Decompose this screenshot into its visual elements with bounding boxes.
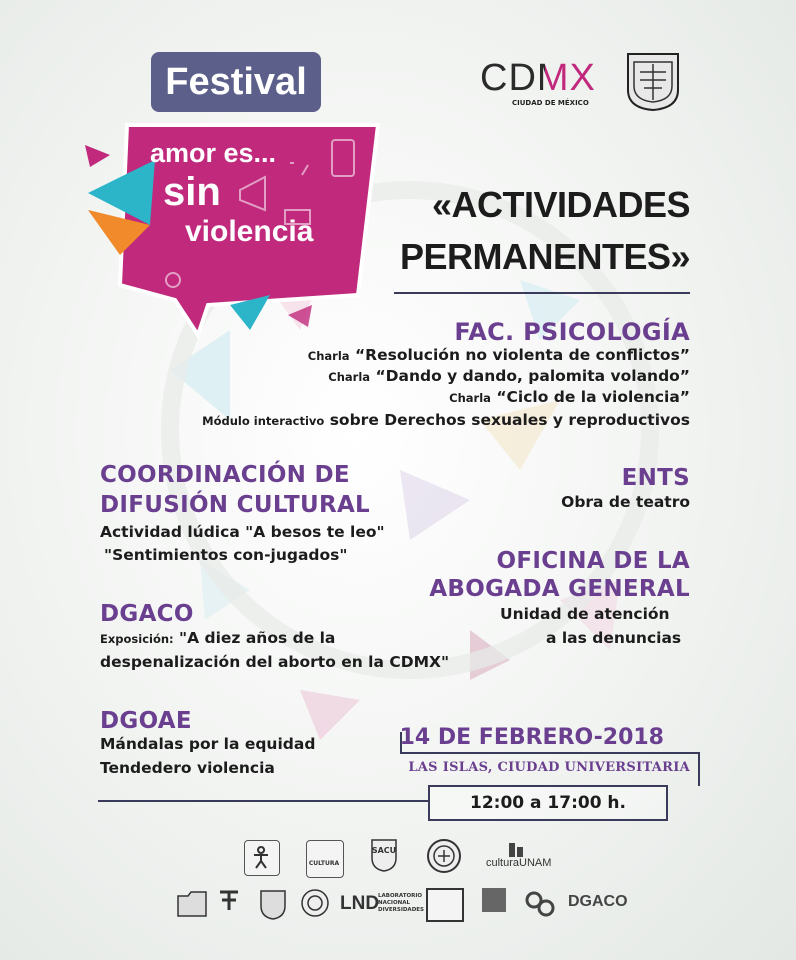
footer-logo-cultura (306, 840, 344, 878)
dancer-icon (250, 844, 272, 870)
date-bracket-right (698, 752, 700, 786)
ents-line-1: Obra de teatro (561, 493, 690, 511)
footer-logo-lnd: LND (340, 893, 380, 914)
footer-logo-cultura-unam: culturaUNAM (486, 857, 552, 869)
title-line-2: PERMANENTES» (399, 236, 690, 277)
event-date: 14 DE FEBRERO-2018 (399, 725, 664, 750)
psicologia-item-4-text: sobre Derechos sexuales y reproductivos (329, 411, 690, 429)
unam-shield-icon (626, 52, 680, 112)
dgoae-line-2: Tendedero violencia (100, 759, 275, 777)
psicologia-heading: FAC. PSICOLOGÍA (454, 318, 690, 346)
date-bracket-bottom (400, 752, 700, 754)
difusion-line-2: "Sentimientos con-jugados" (104, 546, 348, 564)
dgaco-prefix: Exposición: (100, 632, 174, 646)
cdmx-logo-subtitle: CIUDAD DE MÉXICO (512, 99, 589, 107)
footer-logo-grid (482, 888, 506, 912)
psicologia-item-4-prefix: Módulo interactivo (202, 414, 325, 428)
psicologia-item-1-prefix: Charla (307, 349, 350, 363)
footer-logo-boxed (426, 888, 464, 922)
dgoae-heading: DGOAE (100, 708, 192, 734)
psicologia-item-2-text: “Dando y dando, palomita volando” (375, 367, 690, 385)
psicologia-item-1 (308, 345, 690, 367)
faculty-icon (216, 888, 242, 920)
abogada-heading-2: ABOGADA GENERAL (429, 576, 690, 602)
festival-badge-label: Festival (165, 61, 307, 103)
psicologia-item-2 (328, 366, 690, 388)
footer-logo-cultura-label: CULTURA (308, 860, 340, 867)
seal-icon (426, 838, 462, 874)
folder-icon (176, 890, 208, 918)
dgaco-line-2: despenalización del aborto en la CDMX" (100, 653, 450, 671)
festival-line-2: sin (163, 170, 221, 214)
abogada-heading-1: OFICINA DE LA (496, 548, 690, 574)
dgoae-line-1: Mándalas por la equidad (100, 735, 316, 753)
psicologia-item-3-text: “Ciclo de la violencia” (496, 388, 690, 406)
ents-heading: ENTS (621, 465, 690, 491)
footer-logo-lnd-subtitle: LABORATORIO NACIONAL DIVERSIDADES (378, 893, 424, 913)
dgaco-line-1-text: "A diez años de la (179, 629, 336, 647)
title-divider (394, 292, 690, 294)
abogada-line-2: a las denuncias (546, 629, 682, 647)
footer-logo-dgaco: DGACO (568, 893, 628, 910)
abogada-line-1: Unidad de atención (500, 605, 670, 623)
psicologia-item-3 (449, 387, 690, 409)
dgaco-line-1 (100, 628, 335, 650)
difusion-heading-1: COORDINACIÓN DE (100, 462, 350, 488)
psicologia-item-1-text: “Resolución no violenta de conflictos” (354, 346, 690, 364)
psicologia-item-3-prefix: Charla (449, 391, 491, 405)
cultura-unam-icon (508, 842, 526, 858)
event-place: LAS ISLAS, CIUDAD UNIVERSITARIA (408, 760, 690, 775)
sacu-shield-icon (370, 838, 398, 872)
cdmx-logo-text: CDMX (480, 57, 596, 99)
event-time: 12:00 a 17:00 h. (469, 793, 626, 813)
difusion-heading-2: DIFUSIÓN CULTURAL (100, 492, 371, 518)
footer-divider (98, 800, 428, 802)
difusion-line-1: Actividad lúdica "A besos te leo" (100, 523, 385, 541)
psicologia-item-4 (202, 410, 690, 432)
festival-line-3: violencia (185, 215, 314, 248)
footer-logo-sacu: SACU (371, 846, 397, 855)
chain-icon (524, 888, 556, 920)
psicologia-item-2-prefix: Charla (328, 370, 371, 384)
dgaco-heading: DGACO (100, 601, 194, 627)
festival-line-1: amor es... (150, 138, 277, 168)
round-seal-icon (300, 888, 330, 918)
crest-icon (258, 888, 288, 920)
cdmx-logo (480, 58, 596, 98)
title-line-1: «ACTIVIDADES (431, 184, 690, 225)
